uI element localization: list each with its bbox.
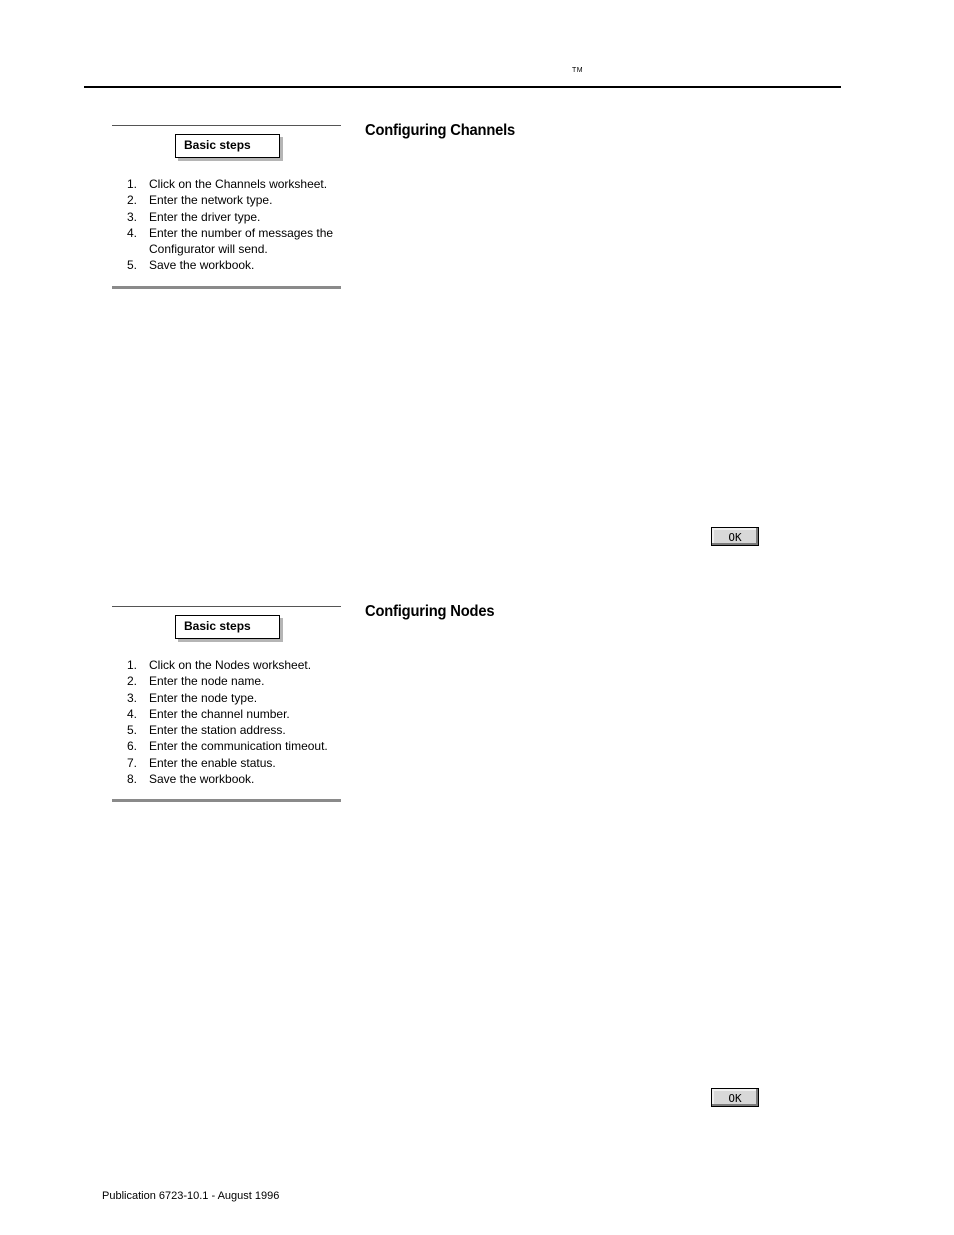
step-item: 3. Enter the node type. [127,690,258,705]
section-title-channels: Configuring Channels [365,122,516,139]
panel-bottom-rule [112,799,341,802]
step-item: 4. Enter the channel number. [127,706,290,721]
panel-top-rule [112,125,341,126]
trademark-mark: TM [572,67,584,74]
step-item: 2. Enter the node name. [127,674,265,689]
panel-top-rule [112,606,341,607]
step-item: 3. Enter the driver type. [127,209,261,224]
panel-bottom-rule [112,286,341,289]
header-rule [84,86,841,88]
step-item: 2. Enter the network type. [127,193,273,208]
basic-steps-label: Basic steps [175,134,280,158]
ok-button[interactable]: OK [711,527,759,546]
basic-steps-label: Basic steps [175,615,280,639]
section-title-nodes: Configuring Nodes [365,603,495,620]
publication-footer: Publication 6723-10.1 - August 1996 [102,1190,280,1202]
basic-steps-list [112,657,341,787]
step-item: 1. Click on the Channels worksheet. [127,177,328,191]
basic-steps-panel-nodes [112,606,341,802]
step-item: 4. Enter the number of messages the Configurator will send. [127,225,334,257]
step-item: 7. Enter the enable status. [127,755,276,770]
step-item: 5. Enter the station address. [127,723,286,738]
ok-button[interactable]: OK [711,1088,759,1107]
step-item: 8. Save the workbook. [127,772,255,787]
step-item: 5. Save the workbook. [127,258,255,273]
step-item: 6. Enter the communication timeout. [127,739,328,754]
step-item: 1. Click on the Nodes worksheet. [127,658,312,672]
basic-steps-list [112,176,341,274]
basic-steps-panel-channels [112,125,341,289]
